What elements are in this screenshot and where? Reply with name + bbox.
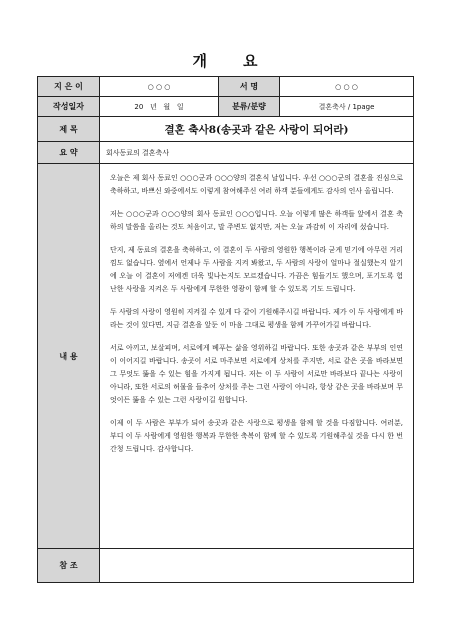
page-title-char-2: 요 — [243, 52, 258, 70]
content-body[interactable] — [100, 164, 414, 549]
category-value[interactable]: 결혼축사 / 1page — [280, 97, 414, 117]
author-row — [38, 77, 414, 97]
category-label: 분류/분량 — [219, 97, 280, 117]
subject-label: 제 목 — [38, 117, 100, 142]
summary-row — [38, 142, 414, 164]
author-value[interactable]: ○ ○ ○ — [100, 77, 219, 97]
reference-label: 참 조 — [38, 549, 100, 583]
page-title — [0, 50, 450, 71]
content-paragraph-3: 단지, 제 동료의 결혼을 축하하고, 이 결혼이 두 사람의 영원한 행복이라 굳게 믿기에 아무런 거리낌도 없습니다. 옆에서 언제나 두 사람을 지켜 봐왔고, 두 사람의 사랑이 얼마나 절실했는지 알기에 오늘 이 결혼이 저에겐 더욱 빛나는지도 모르겠습니다. 가끔은 힘들기도 했으며, 포기도록 험난한 사랑을 지켜온 두 사람에게 무한한 영광이 함께 할 수 있도록 기도 드립니다. — [110, 246, 403, 293]
subject-value[interactable]: 결혼 축사8(송곳과 같은 사랑이 되어라) — [100, 117, 414, 142]
reference-value[interactable] — [100, 549, 414, 583]
content-paragraph-4: 두 사람의 사랑이 영원히 지켜질 수 있게 다 같이 기원해주시길 바랍니다. 제가 이 두 사람에게 바라는 것이 있다면, 지금 결혼을 앞둔 이 마음 그대로 평생을 함께 가꾸어가길 바랍니다. — [110, 308, 403, 329]
content-row — [38, 164, 414, 549]
content-paragraph-2: 저는 ○○○군과 ○○○양의 회사 동료인 ○○○입니다. 오늘 이렇게 많은 하객들 앞에서 결혼 축하의 말씀을 올리는 것도 처음이고, 말 주변도 없지만, 저는 오늘 과감히 이 자리에 섰습니다. — [110, 210, 403, 231]
content-paragraph-5: 서로 아끼고, 보살피며, 서로에게 베푸는 삶을 영위하길 바랍니다. 또한 송곳과 같은 부부의 인연이 이어지길 바랍니다. 송곳이 서로 마주보면 서로에게 상처를 주지만, 서로 같은 곳을 바라보면 그 무엇도 뚫을 수 있는 힘을 가지게 됩니다. 저는 이 두 사람이 서로만 바라보다 끝나는 사랑이 아니라, 또한 서로의 허물을 들추어 상처를 주는 그런 사랑이 아니라, 항상 같은 곳을 바라보며 무엇이든 뚫을 수 있는 그런 사랑이길 원합니다. — [110, 344, 403, 404]
subject-row — [38, 117, 414, 142]
signature-label: 서 명 — [219, 77, 280, 97]
date-value[interactable]: 20 년 월 일 — [100, 97, 219, 117]
summary-label: 요 약 — [38, 142, 100, 164]
content-label: 내 용 — [38, 164, 100, 549]
page-title-char-1: 개 — [192, 52, 207, 70]
author-label: 지 은 이 — [38, 77, 100, 97]
overview-table — [37, 76, 414, 583]
content-paragraph-6: 이제 이 두 사람은 부부가 되어 송곳과 같은 사랑으로 평생을 함께 할 것을 다짐합니다. 여러분, 부디 이 두 사람에게 영원한 행복과 무한한 축복이 함께 할 수 있도록 기원해주실 것을 다시 한 번 간청 드립니다. 감사합니다. — [110, 419, 403, 453]
date-row — [38, 97, 414, 117]
signature-value[interactable]: ○ ○ ○ — [280, 77, 414, 97]
reference-row — [38, 549, 414, 583]
content-paragraph-1: 오늘은 제 회사 동료인 ○○○군과 ○○○양의 결혼식 날입니다. 우선 ○○○군의 결혼을 진심으로 축하하고, 바쁘신 와중에서도 이렇게 참여해주신 여러 하객 분들에게도 감사의 인사 올립니다. — [110, 174, 403, 195]
date-label: 작성일자 — [38, 97, 100, 117]
summary-value[interactable]: 회사동료의 결혼축사 — [100, 142, 414, 164]
